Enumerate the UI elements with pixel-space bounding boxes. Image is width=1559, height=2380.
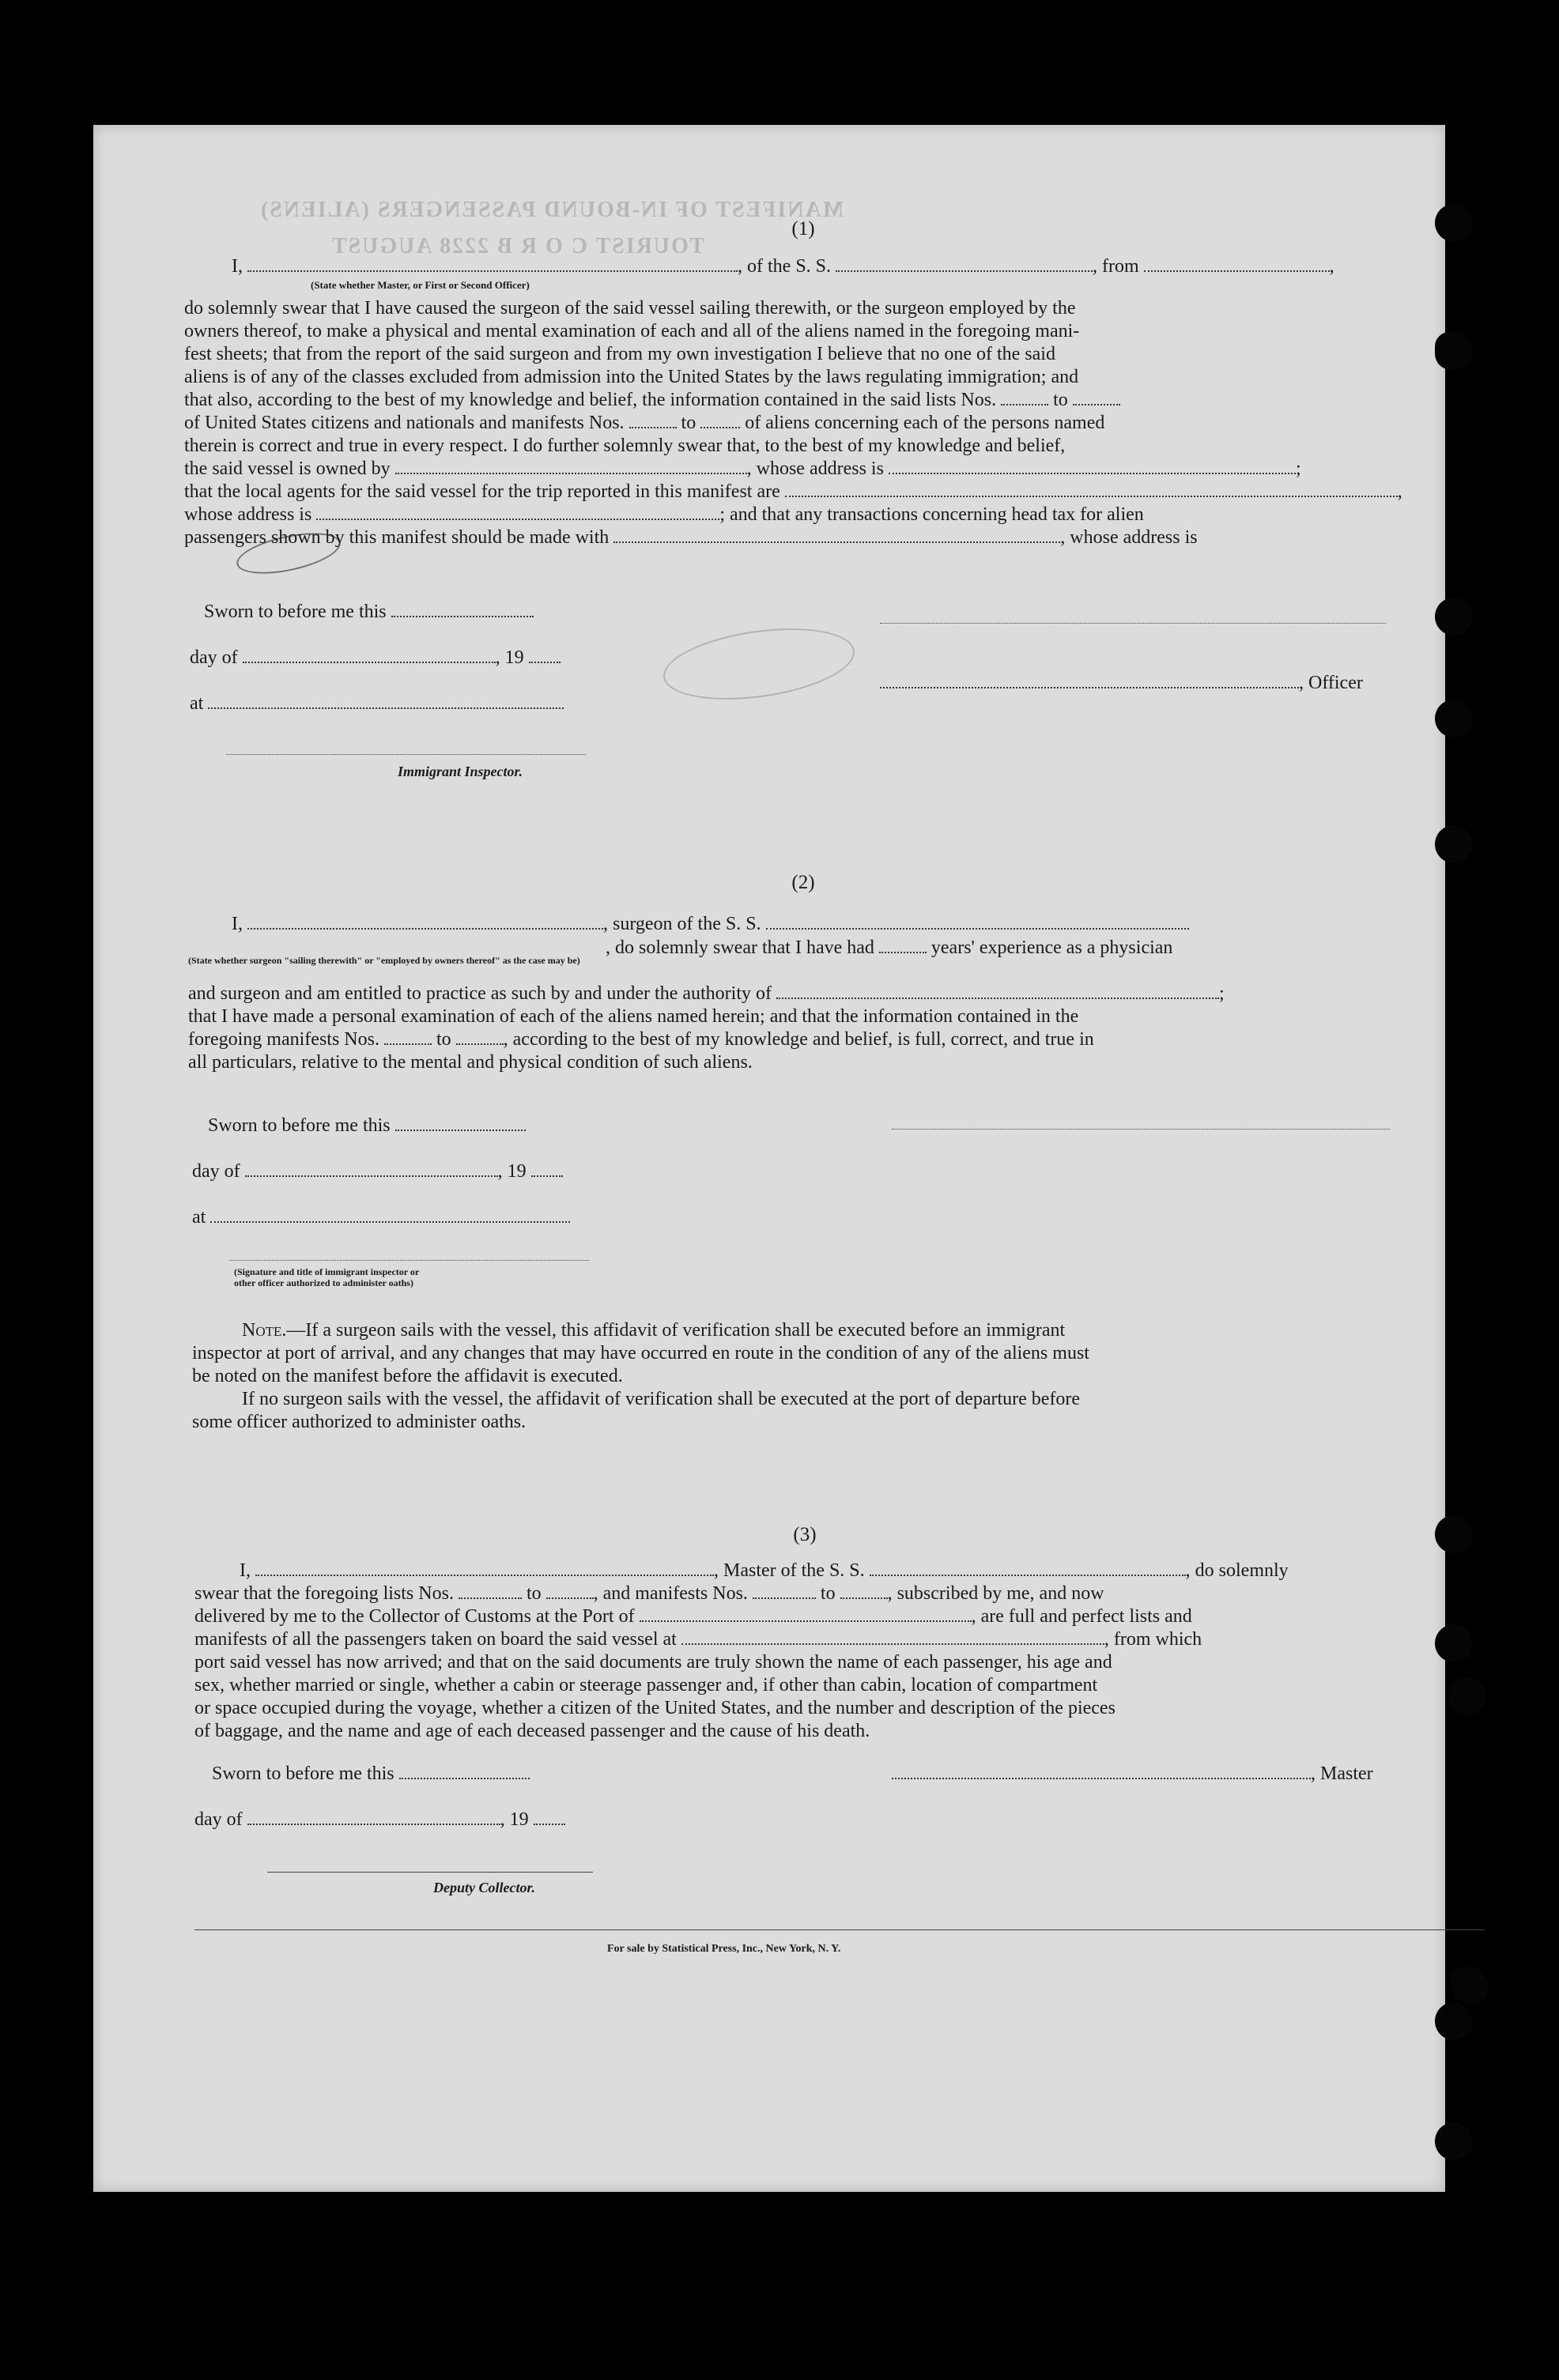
s2-note-5: some officer authorized to administer oaths. xyxy=(192,1412,527,1432)
s2-signature-caption-1: (Signature and title of immigrant inspector or xyxy=(234,1266,420,1277)
s1-para-6: therein is correct and true in every respect. I do further solemnly swear that, to the best of my knowledge and belief, xyxy=(184,436,1066,456)
s3-taken-on-board: manifests of all the passengers taken on board the said vessel at xyxy=(194,1629,677,1650)
s3-i: I, xyxy=(240,1560,251,1581)
s3-collector: delivered by me to the Collector of Customs at the Port of xyxy=(194,1606,635,1627)
s3-master-line xyxy=(892,1763,1373,1786)
s1-at xyxy=(190,692,564,715)
s1-of-aliens: of aliens concerning each of the persons named xyxy=(745,413,1105,433)
s3-to-2: to xyxy=(820,1583,836,1604)
s1-whose-address: , whose address is xyxy=(746,458,884,479)
s3-deputy-caption: Deputy Collector. xyxy=(433,1880,535,1895)
s1-lists-text: that also, according to the best of my knowledge and belief, the information contained in the said lists Nos. xyxy=(184,390,997,410)
s2-note-3: be noted on the manifest before the affidavit is executed. xyxy=(192,1366,623,1386)
punch-hole xyxy=(1435,598,1473,636)
section-2-instruction: (State whether surgeon "sailing therewith" or "employed by owners thereof" as the case may be) xyxy=(188,955,580,966)
s1-to-2: to xyxy=(681,413,696,433)
s2-authority: and surgeon and am entitled to practice as such by and under the authority of xyxy=(188,983,772,1004)
s1-inspector-signature-line xyxy=(226,754,586,755)
s2-i: I, xyxy=(232,914,243,934)
s1-officer-line-1 xyxy=(880,623,1386,624)
s1-para-7 xyxy=(184,458,1301,481)
section-1-instruction: (State whether Master, or First or Second Officer) xyxy=(311,279,530,291)
s1-sworn xyxy=(204,601,534,624)
s3-subscribed: , subscribed by me, and now xyxy=(887,1583,1104,1604)
s3-deputy-signature-line xyxy=(267,1872,593,1873)
s2-signature-caption-2: other officer authorized to administer oaths) xyxy=(234,1277,413,1288)
s3-from-which: , from which xyxy=(1104,1629,1202,1650)
s1-local-agents: that the local agents for the said vessel for the trip reported in this manifest are xyxy=(184,481,780,502)
bleed-through-header: MANIFEST OF IN-BOUND PASSENGERS (ALIENS) xyxy=(259,198,844,222)
s2-surgeon-of: , surgeon of the S. S. xyxy=(603,914,761,934)
s3-sworn-text: Sworn to before me this xyxy=(212,1763,394,1784)
s1-para-3: aliens is of any of the classes excluded from admission into the United States by the laws regulating immigration; and xyxy=(184,367,1079,387)
s3-to: to xyxy=(526,1583,542,1604)
bleed-through-subheader: TOURIST C O R B 2228 AUGUST xyxy=(330,234,705,258)
s2-note-text-1: —If a surgeon sails with the vessel, this affidavit of verification shall be executed before an immigrant xyxy=(286,1320,1066,1341)
s3-para-0 xyxy=(194,1582,1104,1605)
punch-hole xyxy=(1448,1677,1486,1715)
s1-whose-address-is: , whose address is xyxy=(1060,527,1198,548)
punch-hole xyxy=(1435,2122,1473,2160)
s3-para-1 xyxy=(194,1605,1192,1628)
s3-master-of: , Master of the S. S. xyxy=(714,1560,865,1581)
s1-para-1: owners thereof, to make a physical and mental examination of each and all of the aliens named in the foregoing mani- xyxy=(184,321,1080,341)
s3-para-4: sex, whether married or single, whether a cabin or steerage passenger and, if other than cabin, location of compartment xyxy=(194,1675,1098,1695)
punch-hole xyxy=(1435,1624,1473,1662)
s1-year: , 19 xyxy=(495,647,524,668)
s2-note-label: Note. xyxy=(242,1320,287,1341)
punch-hole xyxy=(1435,700,1473,737)
s1-para-2: fest sheets; that from the report of the said surgeon and from my own investigation I believe that no one of the said xyxy=(184,344,1055,364)
punch-hole xyxy=(1435,204,1473,242)
s1-of-ss: , of the S. S. xyxy=(738,256,832,277)
s2-years: years' experience as a physician xyxy=(930,937,1173,958)
footer-rule xyxy=(194,1929,1485,1930)
s2-day-of-text: day of xyxy=(192,1161,240,1182)
s3-para-6: of baggage, and the name and age of each deceased passenger and the cause of his death. xyxy=(194,1721,870,1741)
s1-at-text: at xyxy=(190,693,204,714)
s2-note-4: If no surgeon sails with the vessel, the affidavit of verification shall be executed at the port of departure before xyxy=(242,1389,1081,1409)
section-2-line-2 xyxy=(606,937,1172,960)
s3-day-of-text: day of xyxy=(194,1809,243,1830)
s2-to: to xyxy=(436,1029,451,1050)
s2-day-of xyxy=(192,1160,563,1183)
s1-i: I, xyxy=(232,256,243,277)
s3-master-text: , Master xyxy=(1311,1763,1373,1784)
section-1-number: (1) xyxy=(791,218,815,240)
s1-para-5 xyxy=(184,412,1104,435)
s2-note-1 xyxy=(242,1319,1065,1342)
form-sheet xyxy=(93,125,1445,2192)
s2-para-1: that I have made a personal examination of each of the aliens named herein; and that the information contained in the xyxy=(188,1006,1079,1027)
s1-para-4 xyxy=(184,389,1120,412)
s1-inspector-caption: Immigrant Inspector. xyxy=(398,764,523,779)
s1-day-of-text: day of xyxy=(190,647,238,668)
s1-semi: ; xyxy=(1295,458,1301,479)
s1-to: to xyxy=(1053,390,1068,410)
s2-semi: ; xyxy=(1219,983,1225,1004)
s1-day-of xyxy=(190,647,561,669)
s2-manifests: foregoing manifests Nos. xyxy=(188,1029,379,1050)
s1-para-8 xyxy=(184,481,1402,504)
s2-signature-line xyxy=(892,1129,1390,1130)
s1-made-with: passengers shown by this manifest should be made with xyxy=(184,527,610,548)
footer-publisher: For sale by Statistical Press, Inc., New York, N. Y. xyxy=(607,1943,841,1955)
s3-and-manifests: , and manifests Nos. xyxy=(593,1583,748,1604)
s1-owned-by: the said vessel is owned by xyxy=(184,458,391,479)
s1-sworn-text: Sworn to before me this xyxy=(204,602,387,622)
s1-head-tax: ; and that any transactions concerning head tax for alien xyxy=(719,504,1144,525)
handwritten-mark-2 xyxy=(659,617,859,710)
s3-para-5: or space occupied during the voyage, whether a citizen of the United States, and the number and description of the pieces xyxy=(194,1698,1115,1718)
s3-para-3: port said vessel has now arrived; and that on the said documents are truly shown the name of each passenger, his age and xyxy=(194,1652,1112,1673)
s2-sworn xyxy=(208,1115,526,1137)
s3-solemnly: , do solemnly xyxy=(1185,1560,1289,1581)
s2-inspector-signature-line xyxy=(229,1260,589,1261)
s2-at xyxy=(192,1206,570,1229)
s1-comma: , xyxy=(1329,256,1334,277)
section-2-line-1 xyxy=(232,913,1189,936)
s3-lists: swear that the foregoing lists Nos. xyxy=(194,1583,454,1604)
s2-according: , according to the best of my knowledge and belief, is full, correct, and true in xyxy=(503,1029,1094,1050)
s2-solemnly: , do solemnly swear that I have had xyxy=(606,937,874,958)
s1-whose-address-line: whose address is xyxy=(184,504,312,525)
s1-comma-2: , xyxy=(1397,481,1402,502)
s3-sworn xyxy=(212,1763,530,1786)
punch-hole xyxy=(1435,1515,1473,1553)
section-3-number: (3) xyxy=(793,1524,817,1545)
s2-at-text: at xyxy=(192,1207,206,1228)
s2-para-3: all particulars, relative to the mental and physical condition of such aliens. xyxy=(188,1052,753,1073)
s2-para-2 xyxy=(188,1028,1094,1051)
s2-sworn-text: Sworn to before me this xyxy=(208,1115,391,1136)
s3-full-perfect: , are full and perfect lists and xyxy=(971,1606,1192,1627)
s2-para-0 xyxy=(188,983,1225,1005)
section-1-line-1 xyxy=(232,255,1334,278)
s1-officer-text: , Officer xyxy=(1299,673,1363,693)
s3-year: , 19 xyxy=(500,1809,529,1830)
s2-year: , 19 xyxy=(497,1161,527,1182)
section-3-line-1 xyxy=(240,1560,1289,1582)
punch-hole xyxy=(1451,1967,1489,2005)
s3-day-of xyxy=(194,1809,565,1831)
section-2-number: (2) xyxy=(791,872,815,893)
s1-from: , from xyxy=(1093,256,1139,277)
s1-para-9 xyxy=(184,504,1144,526)
punch-hole xyxy=(1435,2002,1473,2040)
punch-hole xyxy=(1435,332,1473,370)
s2-note-2: inspector at port of arrival, and any changes that may have occurred en route in the condition of any of the aliens must xyxy=(192,1343,1089,1364)
s1-citizens-text: of United States citizens and nationals and manifests Nos. xyxy=(184,413,625,433)
punch-hole xyxy=(1435,825,1473,863)
s3-para-2 xyxy=(194,1628,1202,1651)
s1-para-0: do solemnly swear that I have caused the surgeon of the said vessel sailing therewith, or the surgeon employed by the xyxy=(184,298,1076,319)
s1-officer xyxy=(880,672,1363,695)
